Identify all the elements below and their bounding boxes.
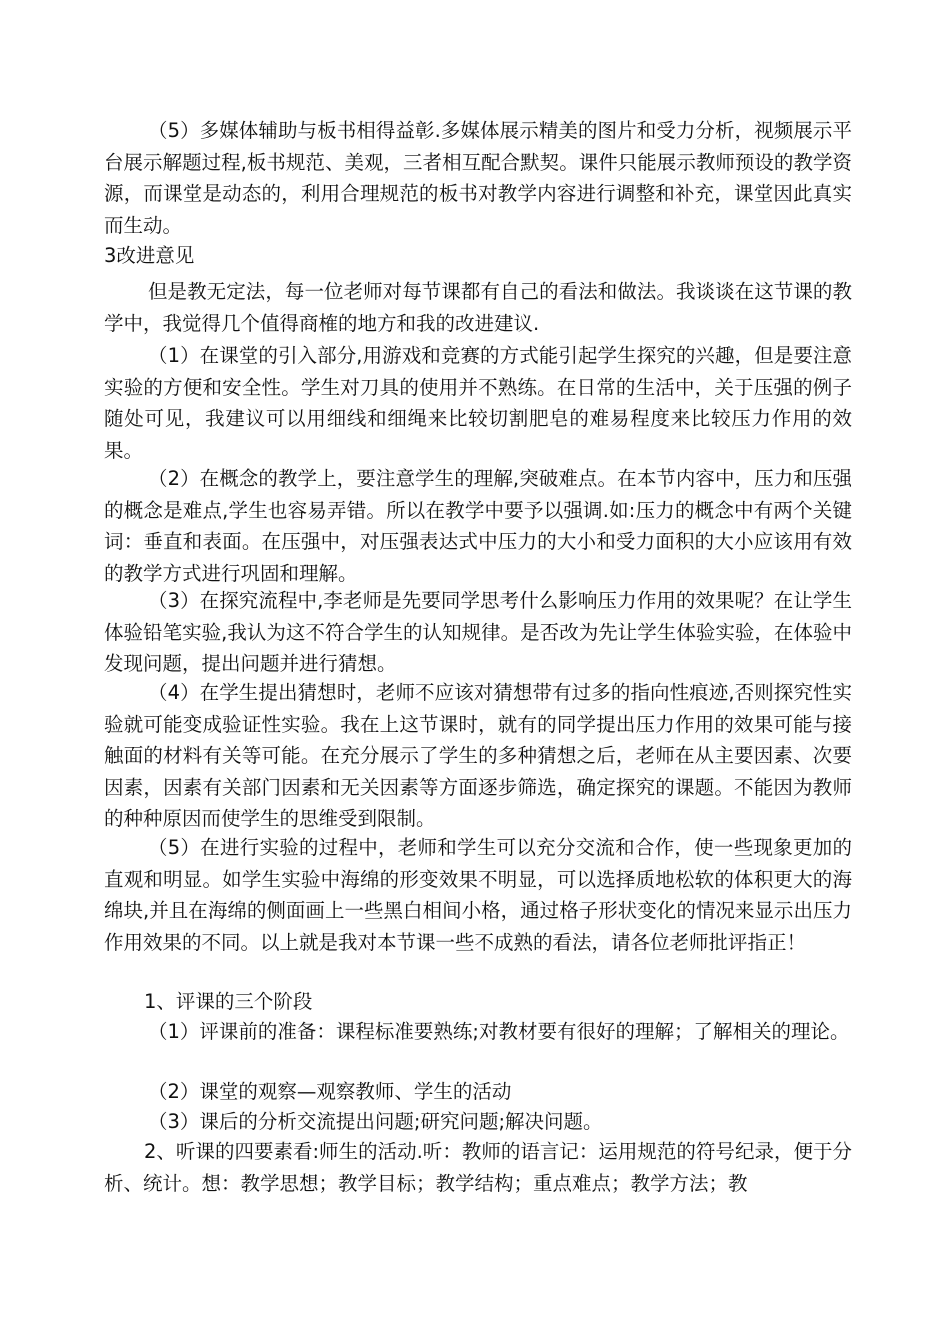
section-heading-improvement: 3改进意见 [104,244,195,267]
paragraph-stage-2: （2）课堂的观察—观察教师、学生的活动 [148,1080,512,1103]
paragraph-suggestion-4: （4）在学生提出猜想时，老师不应该对猜想带有过多的指向性痕迹,否则探究性实验就可能变成验证性实验。我在上这节课时，就有的同学提出压力作用的效果可能与接触面的材料有关等可能。在充分展示了学生的多种猜想之后，老师在从主要因素、次要因素，因素有关部门因素和无关因素等方面逐步筛选，确定探究的课题。不能因为教师的种种原因而使学生的思维受到限制。 [104,681,852,830]
paragraph-multimedia-blackboard: （5）多媒体辅助与板书相得益彰.多媒体展示精美的图片和受力分析，视频展示平台展示解题过程,板书规范、美观，三者相互配合默契。课件只能展示教师预设的教学资源，而课堂是动态的，利用合理规范的板书对教学内容进行调整和补充，课堂因此真实而生动。 [104,119,852,237]
paragraph-suggestion-1: （1）在课堂的引入部分,用游戏和竞赛的方式能引起学生探究的兴趣，但是要注意实验的方便和安全性。学生对刀具的使用并不熟练。在日常的生活中，关于压强的例子随处可见，我建议可以用细线和细绳来比较切割肥皂的难易程度来比较压力作用的效果。 [104,344,852,462]
paragraph-four-elements: 2、听课的四要素看:师生的活动.听：教师的语言记：运用规范的符号纪录，便于分析、统计。想：教学思想；教学目标；教学结构；重点难点；教学方法；教 [104,1140,852,1195]
paragraph-stage-3: （3）课后的分析交流提出问题;研究问题;解决问题。 [148,1110,603,1133]
paragraph-suggestion-3: （3）在探究流程中,李老师是先要同学思考什么影响压力作用的效果呢？在让学生体验铅笔实验,我认为这不符合学生的认知规律。是否改为先让学生体验实验，在体验中发现问题，提出问题并进行猜想。 [104,589,852,675]
paragraph-suggestion-5: （5）在进行实验的过程中，老师和学生可以充分交流和合作，使一些现象更加的直观和明显。如学生实验中海绵的形变效果不明显，可以选择质地松软的体积更大的海绵块,并且在海绵的侧面画上一些黑白相间小格，通过格子形状变化的情况来显示出压力作用效果的不同。以上就是我对本节课一些不成熟的看法，请各位老师批评指正！ [104,836,852,954]
heading-evaluation-stages: 1、评课的三个阶段 [144,990,313,1013]
paragraph-stage-1: （1）评课前的准备：课程标准要熟练;对教材要有很好的理解；了解相关的理论。 [148,1020,850,1043]
paragraph-improvement-intro: 但是教无定法，每一位老师对每节课都有自己的看法和做法。我谈谈在这节课的教学中，我觉得几个值得商榷的地方和我的改进建议. [104,280,852,335]
paragraph-suggestion-2: （2）在概念的教学上，要注意学生的理解,突破难点。在本节内容中，压力和压强的概念是难点,学生也容易弄错。所以在教学中要予以强调.如:压力的概念中有两个关键词：垂直和表面。在压强中，对压强表达式中压力的大小和受力面积的大小应该用有效的教学方式进行巩固和理解。 [104,467,852,585]
